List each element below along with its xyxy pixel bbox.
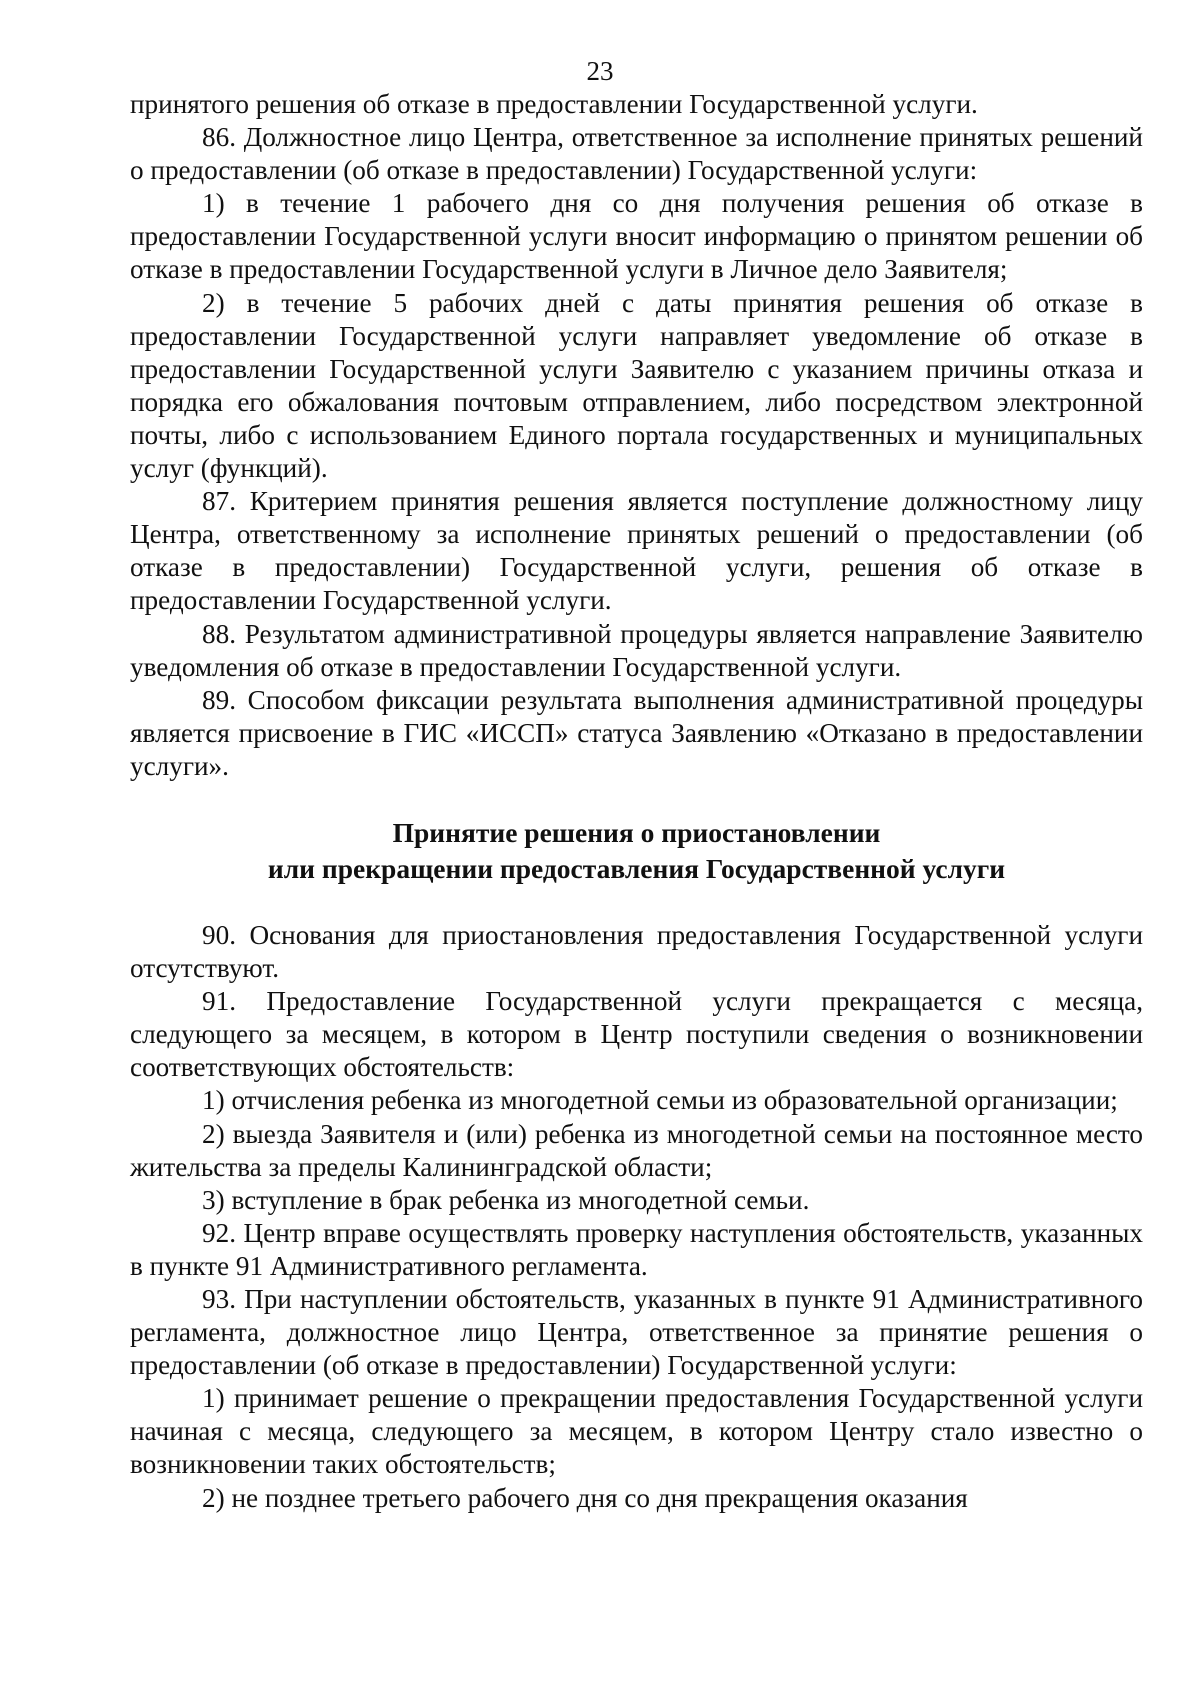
paragraph-91-item-3: 3) вступление в брак ребенка из многодетной семьи. — [202, 1184, 810, 1215]
paragraph-89: 89. Способом фиксации результата выполнения административной процедуры является присвоение в ГИС «ИССП» статуса Заявлению «Отказано в предоставлении услуги». — [130, 684, 1143, 781]
section-heading-line-2: или прекращении предоставления Государственной услуги — [267, 852, 1006, 884]
paragraph-91-item-2: 2) выезда Заявителя и (или) ребенка из многодетной семьи на постоянное место жительства за пределы Калининградской области; — [130, 1118, 1143, 1182]
paragraph-86: 86. Должностное лицо Центра, ответственное за исполнение принятых решений о предоставлении (об отказе в предоставлении) Государственной услуги: — [130, 122, 1143, 186]
paragraph-93-item-1: 1) принимает решение о прекращении предоставления Государственной услуги начиная с месяца, следующего за месяцем, в котором Центру стало известно о возникновении таких обстоятельств; — [130, 1383, 1143, 1480]
paragraph-continuation: принятого решения об отказе в предоставлении Государственной услуги. — [130, 89, 978, 119]
paragraph-93: 93. При наступлении обстоятельств, указанных в пункте 91 Административного регламента, должностное лицо Центра, ответственное за принятие решения о предоставлении (об отказе в предоставлении) Государственной услуги: — [130, 1284, 1143, 1381]
paragraph-93-item-2: 2) не позднее третьего рабочего дня со дня прекращения оказания — [202, 1482, 968, 1513]
document-body — [130, 88, 1143, 1515]
section-heading — [130, 815, 1143, 887]
section-heading-line-1: Принятие решения о приостановлении — [392, 816, 881, 848]
paragraph-86-item-2: 2) в течение 5 рабочих дней с даты принятия решения об отказе в предоставлении Государственной услуги направляет уведомление об отказе в предоставлении Государственной услуги Заявителю с указанием причины отказа и порядка его обжалования почтовым отправлением, либо посредством электронной почты, либо с использованием Единого портала государственных и муниципальных услуг (функций). — [130, 287, 1143, 484]
paragraph-86-item-1: 1) в течение 1 рабочего дня со дня получения решения об отказе в предоставлении Государственной услуги вносит информацию о принятом решении об отказе в предоставлении Государственной услуги в Личное дело Заявителя; — [130, 188, 1143, 285]
paragraph-88: 88. Результатом административной процедуры является направление Заявителю уведомления об отказе в предоставлении Государственной услуги. — [130, 618, 1143, 682]
paragraph-90: 90. Основания для приостановления предоставления Государственной услуги отсутствуют. — [130, 919, 1143, 984]
paragraph-91-item-1: 1) отчисления ребенка из многодетной семьи из образовательной организации; — [202, 1085, 1118, 1116]
page-number: 23 — [586, 56, 614, 86]
paragraph-91: 91. Предоставление Государственной услуги прекращается с месяца, следующего за месяцем, в котором в Центр поступили сведения о возникновении соответствующих обстоятельств: — [130, 986, 1143, 1083]
paragraph-92: 92. Центр вправе осуществлять проверку наступления обстоятельств, указанных в пункте 91 Административного регламента. — [130, 1217, 1143, 1281]
paragraph-87: 87. Критерием принятия решения является поступление должностному лицу Центра, ответственному за исполнение принятых решений о предоставлении (об отказе в предоставлении) Государственной услуги, решения об отказе в предоставлении Государственной услуги. — [130, 486, 1143, 616]
